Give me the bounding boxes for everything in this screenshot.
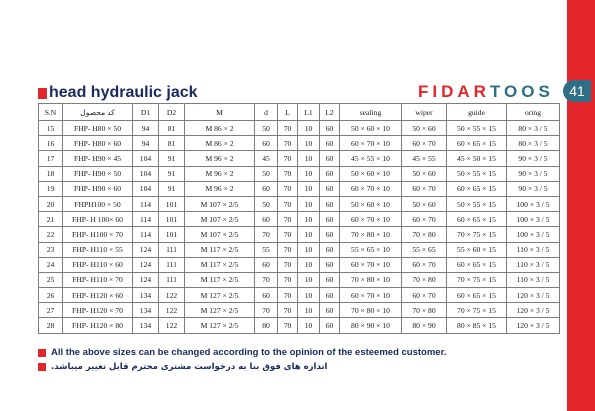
table-cell: 124 [133,242,159,257]
table-cell: 81 [159,136,185,151]
column-header: کد محصول [63,104,133,121]
table-cell: 60 × 70 [402,212,447,227]
page-number-badge: 41 [563,80,591,102]
title-square-icon [38,88,47,99]
english-note [38,347,446,358]
table-cell: 10 [298,318,320,333]
table-cell: 120 × 3 / 5 [507,318,560,333]
table-cell: 60 × 65 × 15 [447,288,507,303]
table-cell: 101 [159,227,185,242]
table-cell: 124 [133,272,159,287]
table-cell: FHP- H110 × 70 [63,272,133,287]
table-cell: 60 × 70 [402,181,447,196]
table-cell: 70 × 75 × 15 [447,227,507,242]
table-cell: 10 [298,257,320,272]
table-cell: 60 [320,166,340,181]
table-cell: 90 × 3 / 5 [507,166,560,181]
table-cell: M 96 × 2 [185,181,255,196]
table-cell: M 127 × 2/5 [185,318,255,333]
table-cell: 70 × 75 × 15 [447,303,507,318]
column-header: L2 [320,104,340,121]
table-cell: 21 [39,212,63,227]
table-cell: 70 [278,121,298,136]
table-cell: 15 [39,121,63,136]
table-cell: 100 × 3 / 5 [507,196,560,211]
table-cell: 60 [320,196,340,211]
table-row [39,166,560,181]
table-cell: M 107 × 2/5 [185,212,255,227]
table-cell: 28 [39,318,63,333]
column-header: d [255,104,278,121]
table-cell: 70 [278,318,298,333]
table-cell: FHP- H90 × 50 [63,166,133,181]
table-cell: FHP- H110 × 55 [63,242,133,257]
table-cell: 114 [133,227,159,242]
table-cell: 70 [255,303,278,318]
note-bullet-icon [38,349,46,357]
table-cell: 50 × 60 [402,166,447,181]
table-cell: 70 [278,166,298,181]
table-cell: 10 [298,242,320,257]
table-cell: 27 [39,303,63,318]
table-cell: 45 × 50 × 15 [447,151,507,166]
table-cell: 80 × 3 / 5 [507,121,560,136]
persian-note [38,362,327,372]
table-row [39,318,560,333]
brand-part-fidar: FIDAR [418,82,490,101]
table-cell: 104 [133,151,159,166]
table-cell: 70 [278,303,298,318]
table-cell: 60 × 70 × 10 [340,257,402,272]
table-cell: 60 × 70 [402,257,447,272]
column-header: L [278,104,298,121]
table-cell: 60 [320,151,340,166]
table-cell: 70 [278,212,298,227]
table-cell: 122 [159,303,185,318]
table-cell: M 96 × 2 [185,151,255,166]
table-cell: 60 [255,181,278,196]
column-header: D1 [133,104,159,121]
table-cell: 110 × 3 / 5 [507,242,560,257]
page-title [38,84,198,102]
table-cell: 124 [133,257,159,272]
table-cell: 70 × 80 [402,272,447,287]
table-cell: 50 × 60 × 10 [340,196,402,211]
table-cell: 25 [39,272,63,287]
table-cell: 70 [278,257,298,272]
table-cell: 60 [320,181,340,196]
table-cell: 80 × 90 [402,318,447,333]
table-cell: 60 × 70 [402,288,447,303]
table-cell: 60 [255,212,278,227]
table-body [39,121,560,334]
table-cell: M 86 × 2 [185,121,255,136]
table-cell: 60 [255,288,278,303]
table-cell: 50 × 55 × 15 [447,166,507,181]
brand-logo [418,82,554,102]
table-row [39,196,560,211]
table-cell: 70 [255,272,278,287]
table-cell: 110 × 3 / 5 [507,272,560,287]
table-cell: 10 [298,151,320,166]
column-header: M [185,104,255,121]
table-cell: 122 [159,288,185,303]
table-cell: 70 × 80 × 10 [340,227,402,242]
table-cell: FHP- H 100× 60 [63,212,133,227]
table-cell: 91 [159,181,185,196]
table-row [39,242,560,257]
table-cell: 10 [298,288,320,303]
table-cell: 114 [133,196,159,211]
table-cell: 60 [320,318,340,333]
table-cell: 45 × 55 × 10 [340,151,402,166]
table-cell: 94 [133,121,159,136]
table-cell: 50 [255,121,278,136]
table-cell: 70 [278,242,298,257]
table-cell: 19 [39,181,63,196]
table-cell: M 107 × 2/5 [185,196,255,211]
page-title-text: head hydraulic jack [49,84,198,101]
table-cell: 60 [320,242,340,257]
table-cell: 10 [298,272,320,287]
table-cell: 60 × 70 × 10 [340,136,402,151]
table-row [39,257,560,272]
table-cell: 70 × 75 × 15 [447,272,507,287]
table-cell: 55 [255,242,278,257]
table-cell: 80 × 85 × 15 [447,318,507,333]
table-cell: 50 × 55 × 15 [447,196,507,211]
table-cell: 70 × 80 [402,303,447,318]
table-row [39,212,560,227]
table-cell: 22 [39,227,63,242]
table-cell: 60 [320,303,340,318]
table-row [39,136,560,151]
table-cell: 91 [159,166,185,181]
table-cell: 120 × 3 / 5 [507,288,560,303]
table-row [39,121,560,136]
table-cell: 94 [133,136,159,151]
table-cell: 100 × 3 / 5 [507,212,560,227]
table-cell: 70 [278,181,298,196]
english-note-text: All the above sizes can be changed according to the opinion of the esteemed customer. [51,347,447,358]
table-cell: 20 [39,196,63,211]
table-cell: 10 [298,166,320,181]
table-cell: 101 [159,212,185,227]
table-cell: 81 [159,121,185,136]
table-cell: 60 [320,136,340,151]
table-cell: 111 [159,257,185,272]
table-cell: 110 × 3 / 5 [507,257,560,272]
table-header-row [39,104,560,121]
table-cell: 60 × 70 [402,136,447,151]
table-cell: FHP- H120 × 80 [63,318,133,333]
table-cell: 70 [278,196,298,211]
column-header: oring [507,104,560,121]
red-side-strip [567,0,595,411]
table-cell: 60 × 70 × 10 [340,181,402,196]
table-cell: 122 [159,318,185,333]
table-cell: FHP- H100 × 70 [63,227,133,242]
column-header: sealing [340,104,402,121]
table-cell: 80 × 90 × 10 [340,318,402,333]
table-row [39,303,560,318]
table-cell: M 127 × 2/5 [185,288,255,303]
column-header: D2 [159,104,185,121]
table-cell: FHP- H80 × 50 [63,121,133,136]
table-cell: 10 [298,136,320,151]
table-cell: 60 [320,272,340,287]
table-cell: M 127 × 2/5 [185,303,255,318]
table-cell: 70 [278,227,298,242]
table-cell: M 96 × 2 [185,166,255,181]
table-cell: 60 [320,121,340,136]
table-cell: 70 × 80 [402,227,447,242]
table-cell: 60 × 70 × 10 [340,212,402,227]
table-cell: 134 [133,303,159,318]
table-cell: 60 [320,288,340,303]
table-cell: FHP- H110 × 60 [63,257,133,272]
table-cell: 70 × 80 × 10 [340,272,402,287]
table-cell: 60 × 65 × 15 [447,212,507,227]
table-cell: 10 [298,212,320,227]
table-cell: 111 [159,272,185,287]
table-cell: FHP- H90 × 45 [63,151,133,166]
table-row [39,227,560,242]
table-cell: 24 [39,257,63,272]
table-cell: 10 [298,227,320,242]
table-row [39,151,560,166]
table-cell: 45 × 55 [402,151,447,166]
table-cell: 10 [298,181,320,196]
table-cell: 60 [320,227,340,242]
table-cell: 70 [278,136,298,151]
table-cell: M 117 × 2/5 [185,257,255,272]
table-cell: 26 [39,288,63,303]
table-cell: 50 × 60 [402,121,447,136]
table-cell: 60 [320,212,340,227]
table-cell: 120 × 3 / 5 [507,303,560,318]
table-cell: 18 [39,166,63,181]
table-cell: 50 × 60 [402,196,447,211]
table-cell: 55 × 65 × 10 [340,242,402,257]
table-cell: 134 [133,288,159,303]
brand-part-toos: TOOS [489,82,554,101]
table-cell: FHP- H120 × 70 [63,303,133,318]
table-cell: 16 [39,136,63,151]
table-cell: 134 [133,318,159,333]
table-cell: FHP- H120 × 60 [63,288,133,303]
table-cell: 60 [255,257,278,272]
table-cell: 111 [159,242,185,257]
table-row [39,181,560,196]
table-cell: 114 [133,212,159,227]
note-bullet-icon [38,363,46,371]
table-cell: M 107 × 2/5 [185,227,255,242]
column-header: guide [447,104,507,121]
table-cell: 100 × 3 / 5 [507,227,560,242]
column-header: wiper [402,104,447,121]
table-cell: FHP- H80 × 60 [63,136,133,151]
table-cell: 60 × 65 × 15 [447,136,507,151]
table-cell: 80 × 3 / 5 [507,136,560,151]
table-cell: 91 [159,151,185,166]
table-cell: 90 × 3 / 5 [507,181,560,196]
table-cell: FHPH100 × 50 [63,196,133,211]
table-cell: 60 [255,136,278,151]
table-cell: 70 [278,272,298,287]
table-cell: 55 × 65 [402,242,447,257]
spec-table [38,103,560,334]
table-cell: 50 [255,166,278,181]
table-cell: 90 × 3 / 5 [507,151,560,166]
column-header: L1 [298,104,320,121]
table-cell: 50 × 60 × 10 [340,166,402,181]
table-cell: M 117 × 2/5 [185,272,255,287]
table-cell: 50 [255,196,278,211]
table-cell: 80 [255,318,278,333]
table-cell: 101 [159,196,185,211]
table-cell: 50 × 55 × 15 [447,121,507,136]
table-row [39,272,560,287]
table-cell: 70 [255,227,278,242]
table-cell: M 86 × 2 [185,136,255,151]
table-row [39,288,560,303]
table-cell: 10 [298,196,320,211]
persian-note-text: اندازه های فوق بنا به درخواست مشتری محترم قابل تغییر میباشد. [51,362,328,372]
table-cell: 10 [298,121,320,136]
table-cell: 70 × 80 × 10 [340,303,402,318]
table-cell: 104 [133,181,159,196]
table-cell: 50 × 60 × 10 [340,121,402,136]
table-cell: M 117 × 2/5 [185,242,255,257]
table-cell: 60 × 65 × 15 [447,181,507,196]
table-cell: 70 [278,288,298,303]
table-cell: 60 × 70 × 10 [340,288,402,303]
table-cell: 55 × 60 × 15 [447,242,507,257]
table-cell: 60 × 65 × 15 [447,257,507,272]
table-cell: 45 [255,151,278,166]
table-cell: 60 [320,257,340,272]
table-cell: 17 [39,151,63,166]
column-header: S.N [39,104,63,121]
table-cell: 10 [298,303,320,318]
table-cell: 104 [133,166,159,181]
table-cell: 23 [39,242,63,257]
table-cell: 70 [278,151,298,166]
table-cell: FHP- H90 × 60 [63,181,133,196]
